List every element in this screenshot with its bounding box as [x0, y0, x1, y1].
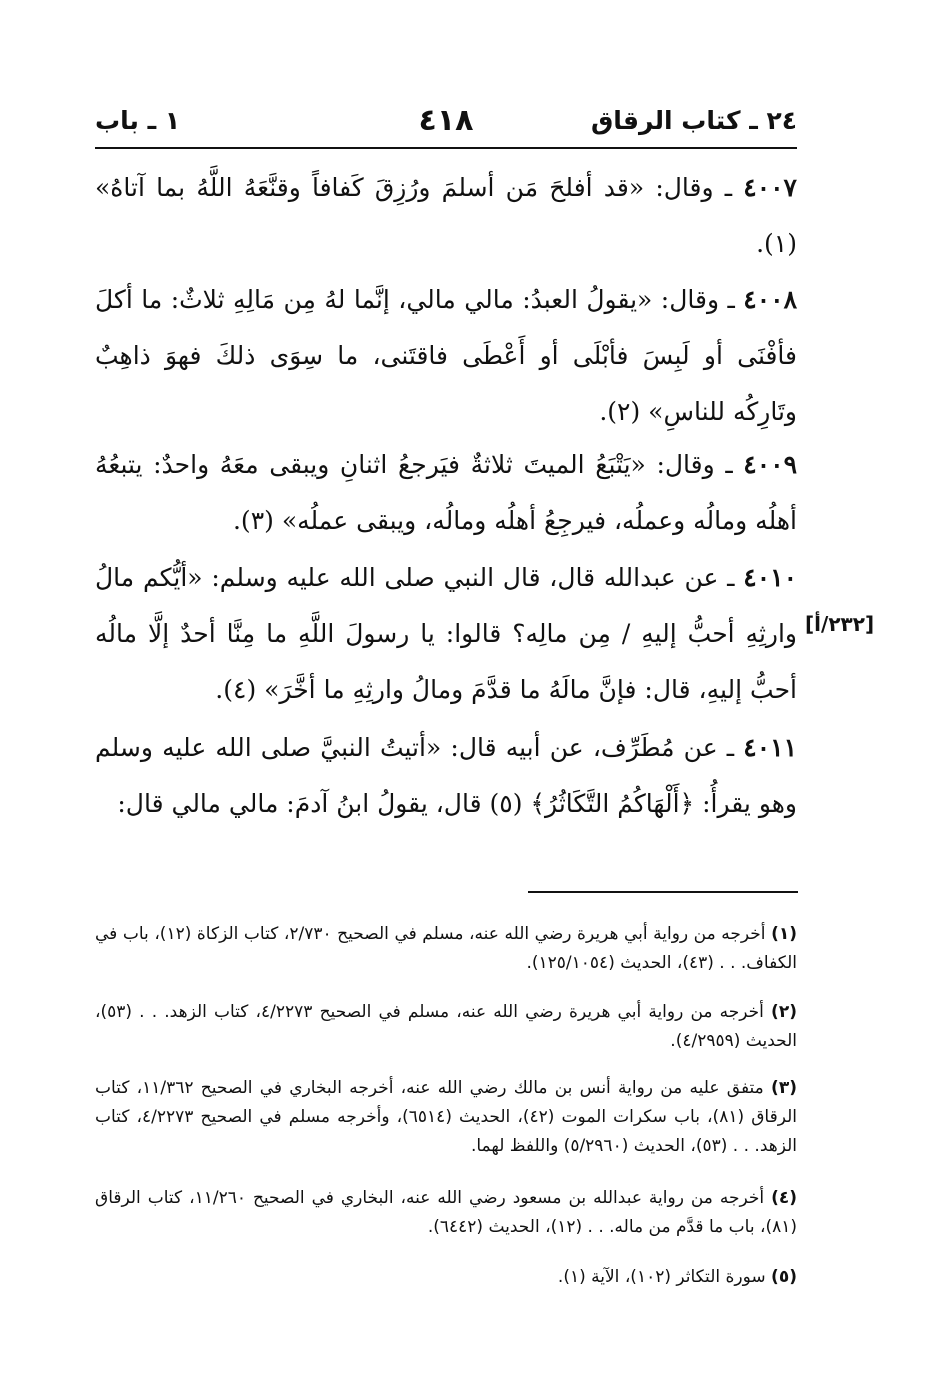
footnote-label: (٤) [771, 1188, 798, 1208]
footnote [95, 1074, 797, 1161]
footnote-text: متفق عليه من رواية أنس بن مالك رضي الله عنه، أخرجه البخاري في الصحيح ١١/٣٦٢، كتاب الرقاق (٨١)، باب سكرات الموت (٤٢)، الحديث (٦٥١٤)، وأخرجه مسلم في الصحيح ٤/٢٢٧٣، كتاب الزهد. . . (٥٣)، الحديث (٥/٢٩٦٠) واللفظ لهما. [95, 1078, 797, 1156]
hadith-number: ٤٠٠٩ [743, 450, 797, 479]
header-section-title: ١ ـ باب [95, 106, 181, 135]
footnote-text: أخرجه من رواية أبي هريرة رضي الله عنه، مسلم في الصحيح ٤/٢٢٧٣، كتاب الزهد. . . (٥٣)، الحديث (٤/٢٩٥٩). [95, 1002, 797, 1051]
footnote [95, 998, 797, 1056]
hadith-text: ـ عن عبدالله قال، قال النبي صلى الله عليه وسلم: «أيُّكم مالُ وارثِهِ أحبُّ إليهِ / مِن مالِه؟ قالوا: يا رسولَ اللَّهِ ما مِنَّا أحدٌ إلَّا مالُه أحبُّ إليهِ، قال: فإنَّ مالَهُ ما قدَّمَ ومالُ وارثِهِ ما أخَّرَ» (٤). [95, 563, 797, 704]
hadith-entry [95, 550, 797, 718]
hadith-entry [95, 437, 797, 549]
hadith-text: ـ وقال: «يَتْبَعُ الميتَ ثلاثةٌ فيَرجعُ اثنانِ ويبقى معَهُ واحدٌ: يتبعُهُ أهلُه ومالُه وعملُه، فيرجِعُ أهلُه ومالُه، ويبقى عملُه» (٣). [95, 450, 797, 535]
hadith-entry [95, 720, 797, 832]
header-divider [95, 147, 797, 149]
hadith-number: ٤٠٠٧ [743, 173, 797, 202]
hadith-text: ـ وقال: «يقولُ العبدُ: مالي مالي، إنَّما لهُ مِن مَالِهِ ثلاثٌ: ما أكلَ فأفْنَى أو لَبِسَ فأبْلَى أو أَعْطَى فاقتَنى، ما سِوَى ذلكَ فهوَ ذاهِبٌ وتَارِكُه للناسِ» (٢). [95, 285, 798, 426]
hadith-entry [95, 160, 797, 272]
running-header [95, 103, 797, 146]
footnote [95, 920, 797, 978]
footnote-text: سورة التكاثر (١٠٢)، الآية (١). [557, 1267, 766, 1287]
footnote-label: (٢) [771, 1002, 797, 1022]
footnote [95, 1184, 797, 1242]
hadith-number: ٤٠٠٨ [743, 285, 797, 314]
manuscript-folio-marker: [٢٣٢/أ] [805, 612, 875, 636]
header-chapter-title: ٢٤ ـ كتاب الرقاق [590, 106, 797, 135]
footnote [95, 1263, 797, 1292]
footnote-label: (٣) [771, 1078, 797, 1098]
page-number: ٤١٨ [418, 103, 474, 138]
hadith-entry [95, 272, 797, 440]
hadith-number: ٤٠١١ [743, 733, 797, 762]
hadith-text: ـ وقال: «قد أفلحَ مَن أسلمَ ورُزِقَ كَفافاً وقنَّعَهُ اللَّهُ بما آتاهُ» (١). [95, 173, 797, 258]
footnote-text: أخرجه من رواية أبي هريرة رضي الله عنه، مسلم في الصحيح ٢/٧٣٠، كتاب الزكاة (١٢)، باب في الكفاف. . . (٤٣)، الحديث (١٢٥/١٠٥٤). [95, 924, 797, 973]
footnote-text: أخرجه من رواية عبدالله بن مسعود رضي الله عنه، البخاري في الصحيح ١١/٢٦٠، كتاب الرقاق (٨١)، باب ما قدَّم من ماله. . . (١٢)، الحديث (٦٤٤٢). [95, 1188, 797, 1237]
footnote-divider [528, 891, 798, 893]
footnote-label: (١) [771, 924, 798, 944]
footnote-label: (٥) [771, 1267, 797, 1287]
hadith-number: ٤٠١٠ [743, 563, 797, 592]
hadith-text: ـ عن مُطَرِّف، عن أبيه قال: «أتيتُ النبيَّ صلى الله عليه وسلم وهو يقرأُ: ﴿أَلْهَاكُمُ التَّكَاثُرُ﴾ (٥) قال، يقولُ ابنُ آدمَ: مالي مالي قال: [95, 733, 797, 818]
